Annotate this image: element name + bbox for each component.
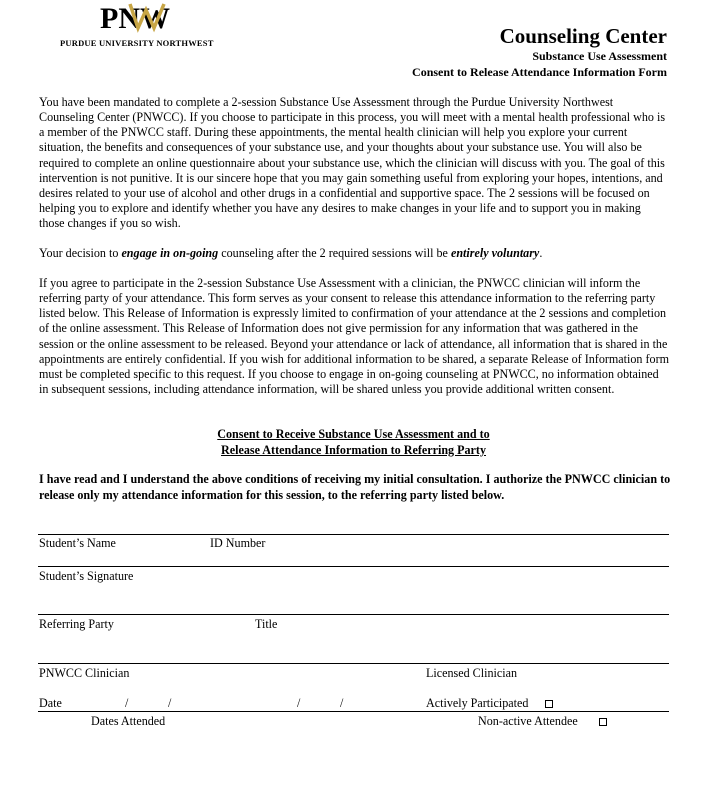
date-2-separator-2: / [340, 696, 344, 710]
date-label: Date [39, 696, 62, 710]
title-label: Title [255, 617, 278, 631]
consent-title-line-2: Release Attendance Information to Referring Party [221, 442, 486, 457]
student-name-line[interactable] [38, 534, 669, 535]
clinician-line[interactable] [38, 663, 669, 664]
student-name-label: Student’s Name [39, 536, 116, 550]
non-active-attendee-label: Non-active Attendee [478, 714, 578, 728]
date-1-separator-1: / [125, 696, 129, 710]
logo-initials: PNW [100, 2, 170, 34]
page-subtitle: Substance Use Assessment [532, 49, 667, 63]
date-1-separator-2: / [168, 696, 172, 710]
university-name: PURDUE UNIVERSITY NORTHWEST [60, 38, 214, 48]
pnw-logo-mark [98, 0, 170, 34]
voluntary-text-3: . [539, 246, 543, 260]
intro-paragraph: You have been mandated to complete a 2-session Substance Use Assessment through the Purdue University Northwest Counseling Center (PNWCC). If you choose to participate in this process, you will meet with a mental health professional who is a member of the PNWCC staff. During these appointments, the mental health clinician will help you explore your current situation, the benefits and consequences of your substance use, and your thoughts about your substance use. You will also be required to complete an online questionnaire about your substance use, which the clinician will discuss with you. The goal of this intervention is not punitive. It is our sincere hope that you may gain something useful from exploring your hopes, intentions, and desires related to your use of alcohol and other drugs in a confidential and supportive space. The 2 sessions will be focused on helping you to explore and identify whether you have any desires to make changes in your life and to support you in making those changes if you so wish. [39, 95, 666, 231]
voluntary-text-2: counseling after the 2 required sessions will be [218, 246, 451, 260]
pnw-logo [98, 0, 170, 34]
id-number-label: ID Number [210, 536, 266, 550]
voluntary-emphasis-1: engage in on-going [121, 246, 219, 260]
page-title: Counseling Center [499, 24, 667, 48]
referring-party-label: Referring Party [39, 617, 114, 631]
actively-participated-label: Actively Participated [426, 696, 529, 710]
voluntary-paragraph [39, 246, 669, 261]
actively-participated-option[interactable] [426, 696, 553, 711]
voluntary-emphasis-2: entirely voluntary [450, 246, 540, 260]
referring-party-line[interactable] [38, 614, 669, 615]
authorization-statement: I have read and I understand the above conditions of receiving my initial consultation. I authorize the PNWCC clinician to release only my attendance information for this session, to the referring party listed below. [39, 472, 671, 502]
consent-section-title [0, 427, 707, 458]
student-signature-line[interactable] [38, 566, 669, 567]
licensed-clinician-label: Licensed Clinician [426, 666, 518, 680]
non-active-attendee-option[interactable] [478, 714, 607, 729]
dates-attended-label: Dates Attended [91, 714, 166, 728]
form-name: Consent to Release Attendance Information Form [412, 65, 667, 79]
consent-title-line-1: Consent to Receive Substance Use Assessment and to [217, 427, 490, 441]
pnwcc-clinician-label: PNWCC Clinician [39, 666, 130, 680]
student-signature-label: Student’s Signature [39, 569, 134, 583]
actively-participated-checkbox[interactable] [545, 700, 553, 708]
release-paragraph: If you agree to participate in the 2-session Substance Use Assessment with a clinician, the PNWCC clinician will inform the referring party of your attendance. This form serves as your consent to release this attendance information to the referring party listed below. This Release of Information is expressly limited to confirmation of your attendance at the 2 sessions and completion of the online assessment. This Release of Information does not give permission for any information that was gathered in the session or the online assessment to be released. Beyond your attendance or lack of attendance, all information that is shared in the appointments are entirely confidential. If you wish for additional information to be shared, a separate Release of Information form must be completed specific to this request. If you choose to engage in on-going counseling at PNWCC, no information obtained in subsequent sessions, including attendance information, will be shared unless you provide additional written consent. [39, 276, 670, 397]
dates-line[interactable] [38, 711, 669, 712]
non-active-attendee-checkbox[interactable] [599, 718, 607, 726]
date-2-separator-1: / [297, 696, 301, 710]
voluntary-text-1: Your decision to [39, 246, 122, 260]
